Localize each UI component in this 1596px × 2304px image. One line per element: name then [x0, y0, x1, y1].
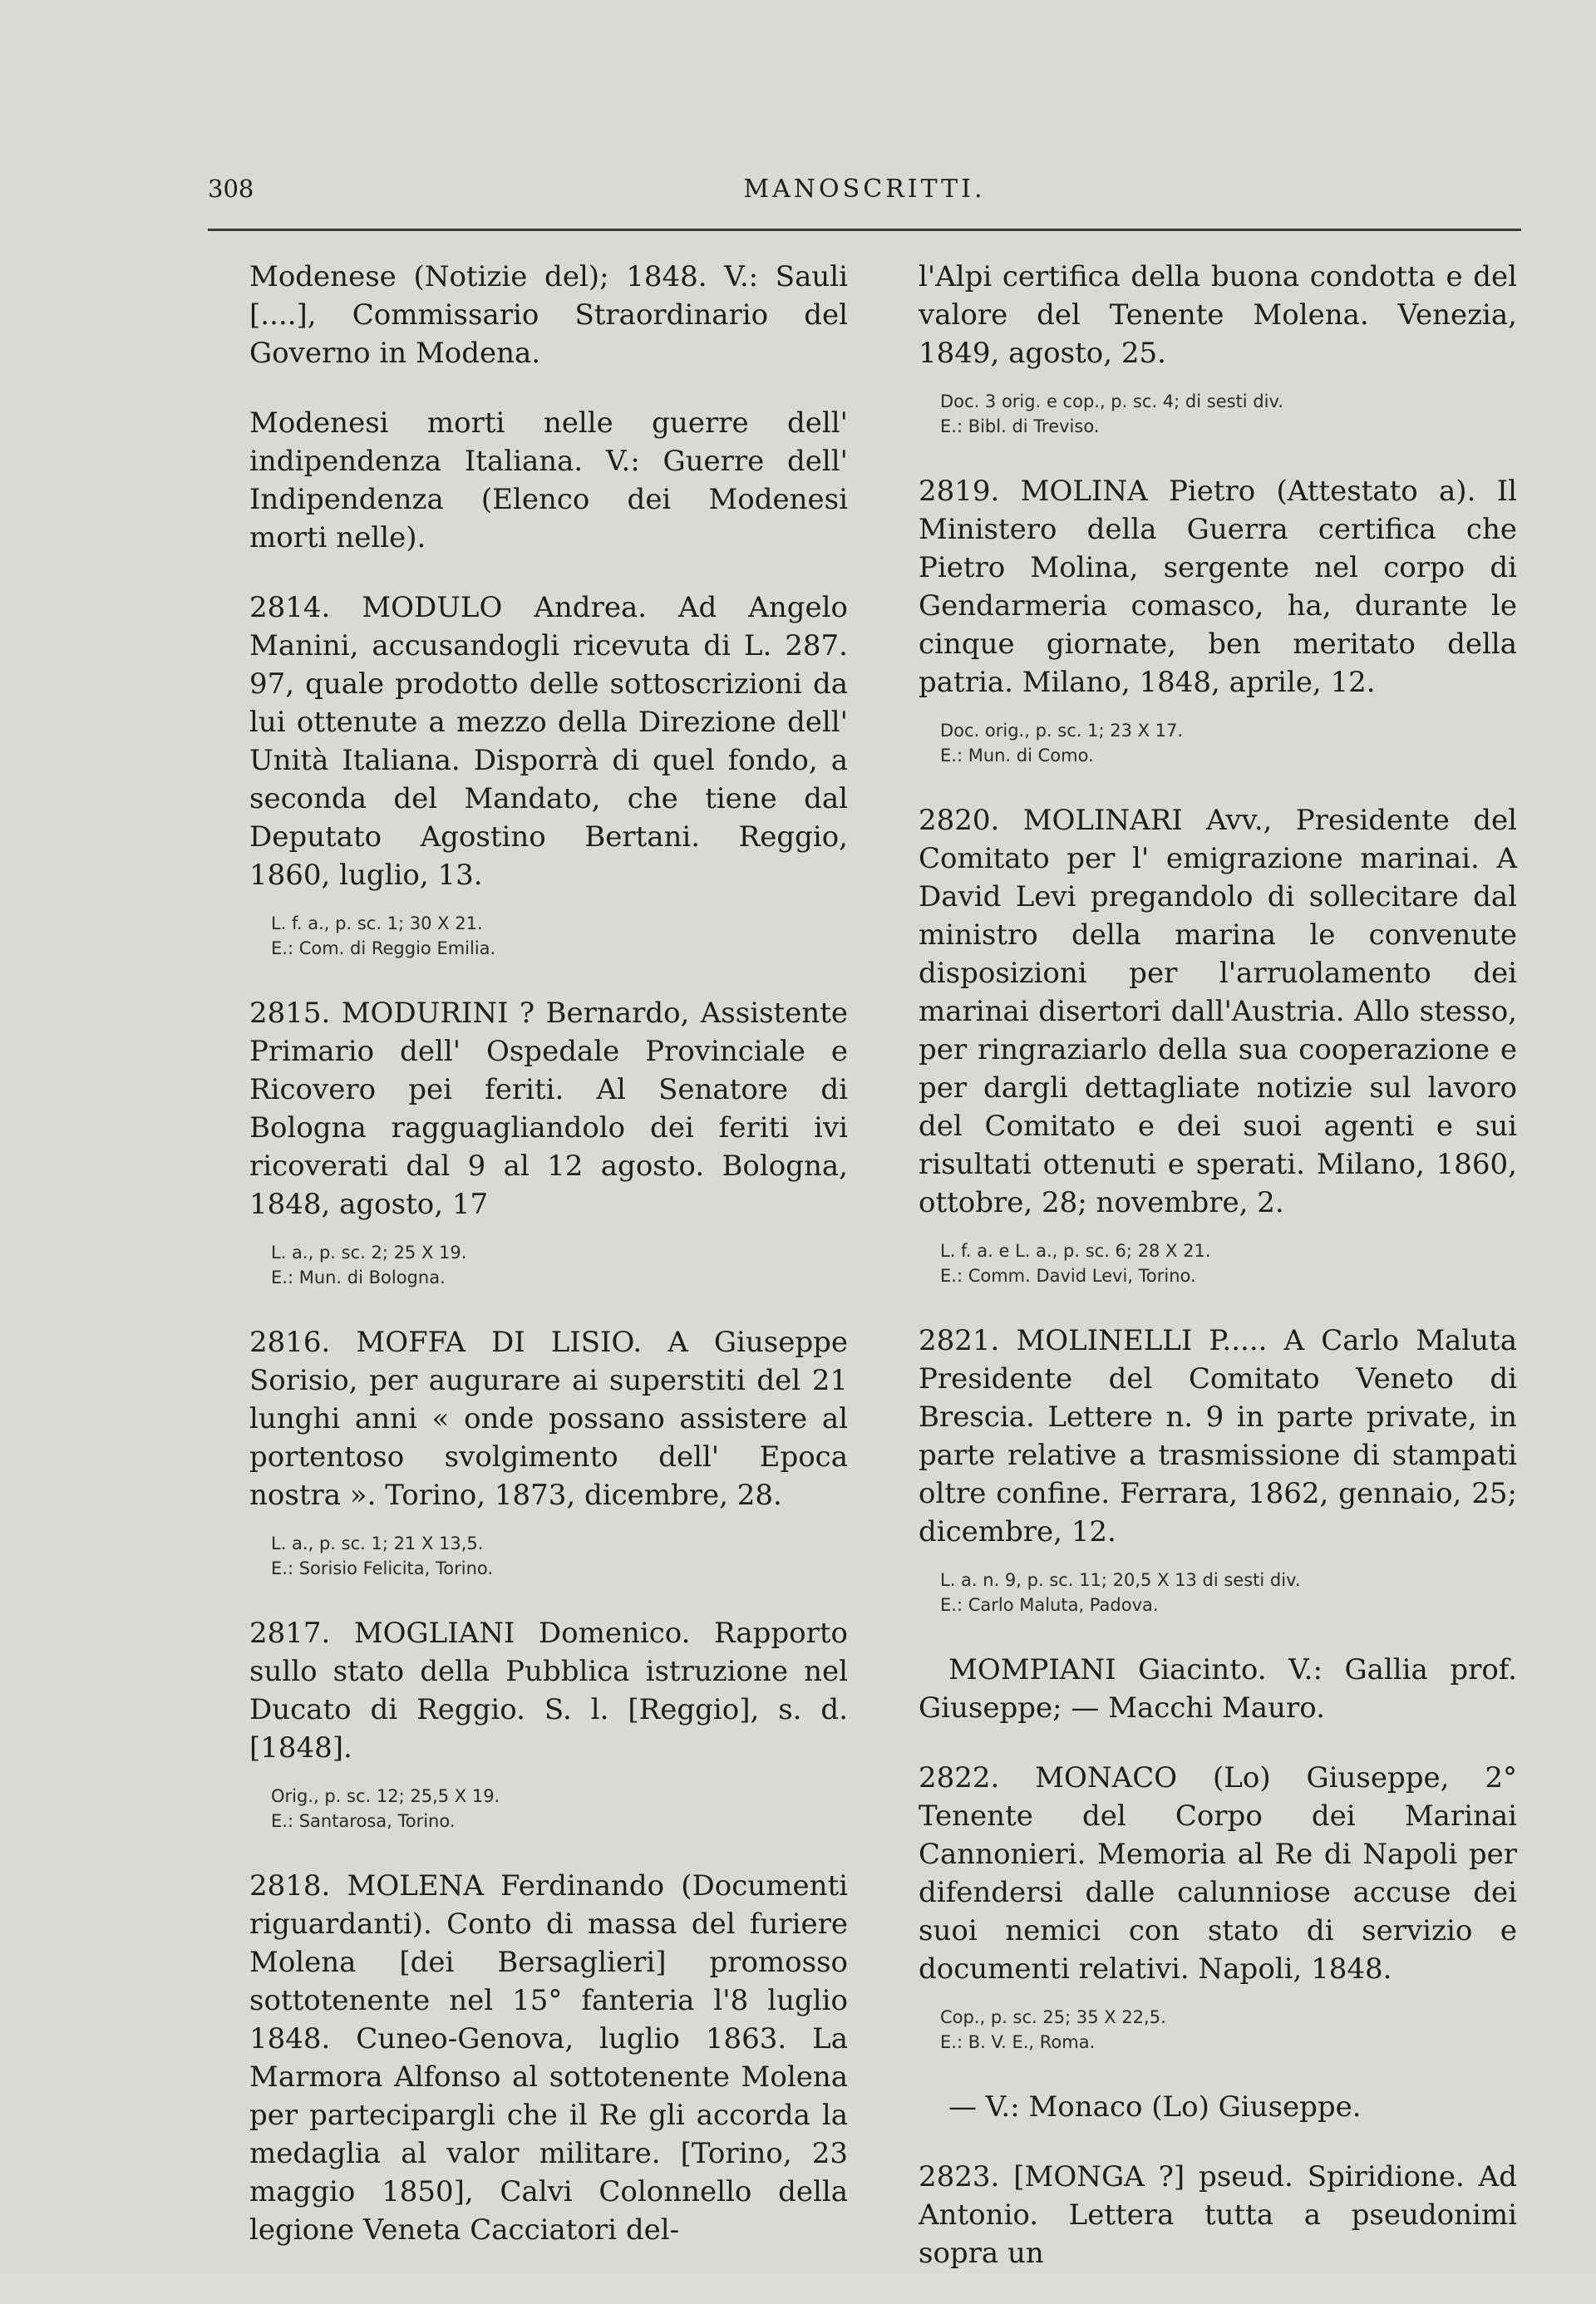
entry: 2823. [MONGA ?] pseud. Spiridione. Ad Antonio. Lettera tutta a pseudonimi sopra un — [919, 2160, 1517, 2270]
entry-ref — [271, 1531, 848, 1581]
entry-ref — [940, 1568, 1517, 1617]
ref-line: E.: B. V. E., Roma. — [940, 2032, 1096, 2052]
ref-line: L. a., p. sc. 2; 25 X 19. — [271, 1243, 467, 1263]
entry: 2816. MOFFA DI LISIO. A Giuseppe Sorisio, per augurare ai superstiti del 21 lunghi anni « onde possano assistere al portentoso svolgimento dell' Epoca nostra ». Torino, 1873, dicembre, 28. — [249, 1326, 848, 1512]
ref-line: E.: Mun. di Bologna. — [271, 1268, 446, 1287]
entry: 2822. MONACO (Lo) Giuseppe, 2° Tenente del Corpo dei Marinai Cannonieri. Memoria al Re di Napoli per difendersi dalle calunniose accuse dei suoi nemici con stato di servizio e documenti relativi. Napoli, 1848. — [919, 1761, 1517, 1986]
ref-line: E.: Carlo Maluta, Padova. — [940, 1595, 1159, 1615]
entry: 2817. MOGLIANI Domenico. Rapporto sullo stato della Pubblica istruzione nel Ducato di Reggio. S. l. [Reggio], s. d. [1848]. — [249, 1617, 848, 1765]
ref-line: Orig., p. sc. 12; 25,5 X 19. — [271, 1786, 500, 1806]
left-column — [249, 258, 848, 2281]
running-header — [208, 175, 1521, 208]
page-number: 308 — [208, 175, 254, 203]
entry: l'Alpi certifica della buona condotta e del valore del Tenente Molena. Venezia, 1849, agosto, 25. — [919, 260, 1517, 370]
entry-ref — [940, 1238, 1517, 1288]
entry-ref — [940, 389, 1517, 439]
entry-ref — [940, 2005, 1517, 2055]
entry: 2815. MODURINI ? Bernardo, Assistente Primario dell' Ospedale Provinciale e Ricovero pei feriti. Al Senatore di Bologna ragguagliandolo dei feriti ivi ricoverati dal 9 al 12 agosto. Bologna, 1848, agosto, 17 — [249, 997, 848, 1221]
entry: 2820. MOLINARI Avv., Presidente del Comitato per l' emigrazione marinai. A David Levi pregandolo di sollecitare dal ministro della marina le convenute disposizioni per l'arruolamento dei marinai disertori dall'Austria. Allo stesso, per ringraziarlo della sua cooperazione e per dargli dettagliate notizie sul lavoro del Comitato e dei suoi agenti e sui risultati ottenuti e sperati. Milano, 1860, ottobre, 28; novembre, 2. — [919, 804, 1517, 1219]
entry: Modenese (Notizie del); 1848. V.: Sauli [....], Commissario Straordinario del Governo in Modena. — [249, 260, 848, 370]
ref-line: E.: Bibl. di Treviso. — [940, 416, 1100, 436]
entry: MOMPIANI Giacinto. V.: Gallia prof. Giuseppe; — Macchi Mauro. — [919, 1653, 1517, 1725]
ref-line: E.: Com. di Reggio Emilia. — [271, 938, 496, 958]
ref-line: E.: Santarosa, Torino. — [271, 1811, 456, 1831]
entry: — V.: Monaco (Lo) Giuseppe. — [948, 2090, 1362, 2124]
entry: 2818. MOLENA Ferdinando (Documenti riguardanti). Conto di massa del furiere Molena [dei Bersaglieri] promosso sottotenente nel 15° fanteria l'8 luglio 1848. Cuneo-Genova, luglio 1863. La Marmora Alfonso al sottotenente Molena per partecipargli che il Re gli accorda la medaglia al valor militare. [Torino, 23 maggio 1850], Calvi Colonnello della legione Veneta Cacciatori del- — [249, 1869, 848, 2247]
right-column — [919, 258, 1517, 2304]
entry-ref — [271, 1784, 848, 1834]
ref-line: L. f. a., p. sc. 1; 30 X 21. — [271, 913, 483, 933]
ref-line: L. a., p. sc. 1; 21 X 13,5. — [271, 1534, 484, 1553]
header-rule — [208, 229, 1521, 231]
ref-line: E.: Sorisio Felicita, Torino. — [271, 1558, 494, 1578]
ref-line: E.: Mun. di Como. — [940, 746, 1094, 766]
ref-line: Cop., p. sc. 25; 35 X 22,5. — [940, 2007, 1166, 2027]
entry-ref — [271, 1240, 848, 1290]
entry: Modenesi morti nelle guerre dell' indipendenza Italiana. V.: Guerre dell' Indipendenza (Elenco dei Modenesi morti nelle). — [249, 406, 848, 554]
ref-line: L. f. a. e L. a., p. sc. 6; 28 X 21. — [940, 1241, 1211, 1261]
ref-line: L. a. n. 9, p. sc. 11; 20,5 X 13 di sesti div. — [940, 1570, 1301, 1590]
entry: 2821. MOLINELLI P..... A Carlo Maluta Presidente del Comitato Veneto di Brescia. Lettere n. 9 in parte private, in parte relative a trasmissione di stampati oltre confine. Ferrara, 1862, gennaio, 25; dicembre, 12. — [919, 1324, 1517, 1548]
ref-line: Doc. orig., p. sc. 1; 23 X 17. — [940, 721, 1184, 741]
ref-line: E.: Comm. David Levi, Torino. — [940, 1266, 1196, 1286]
entry-ref — [271, 911, 848, 961]
entry: 2814. MODULO Andrea. Ad Angelo Manini, accusandogli ricevuta di L. 287. 97, quale prodotto delle sottoscrizioni da lui ottenute a mezzo della Direzione dell' Unità Italiana. Disporrà di quel fondo, a seconda del Mandato, che tiene dal Deputato Agostino Bertani. Reggio, 1860, luglio, 13. — [249, 591, 848, 892]
ref-line: Doc. 3 orig. e cop., p. sc. 4; di sesti div. — [940, 391, 1283, 411]
entry: 2819. MOLINA Pietro (Attestato a). Il Ministero della Guerra certifica che Pietro Molina, sergente nel corpo di Gendarmeria comasco, ha, durante le cinque giornate, ben meritato della patria. Milano, 1848, aprile, 12. — [919, 475, 1517, 699]
entry-ref — [940, 718, 1517, 768]
running-title: MANOSCRITTI. — [743, 175, 986, 204]
